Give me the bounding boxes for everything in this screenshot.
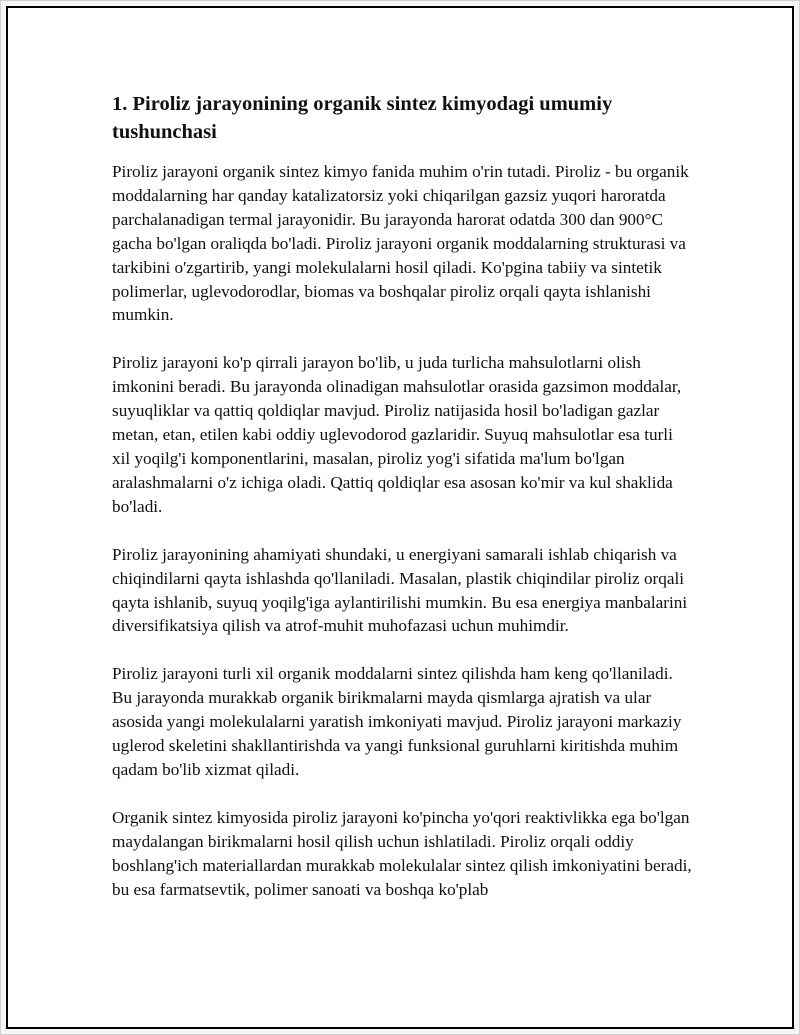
paragraph-4: Piroliz jarayoni turli xil organik moddalarni sintez qilishda ham keng qo'llaniladi. Bu jarayonda murakkab organik birikmalarni mayda qismlarga ajratish va ular asosida yangi molekulalarni yaratish imkoniyati mavjud. Piroliz jarayoni markaziy uglerod skeletini shakllantirishda va yangi funksional guruhlarni kiritishda muhim qadam bo'lib xizmat qiladi. [112, 664, 682, 779]
paragraph-5: Organik sintez kimyosida piroliz jarayoni ko'pincha yo'qori reaktivlikka ega bo'lgan maydalangan birikmalarni hosil qilish uchun ishlatiladi. Piroliz orqali oddiy boshlang'ich materiallardan murakkab molekulalar sintez qilish imkoniyatini beradi, bu esa farmatsevtik, polimer sanoati va boshqa ko'plab [112, 807, 692, 899]
paragraph-1: Piroliz jarayoni organik sintez kimyo fanida muhim o'rin tutadi. Piroliz - bu organik moddalarning har qanday katalizatorsiz yoki chiqarilgan gazsiz yuqori haroratda parchalanadigan termal jarayonidir. Bu jarayonda harorat odatda 300 dan 900°C gacha bo'lgan oraliqda bo'ladi. Piroliz jarayoni organik moddalarning strukturasi va tarkibini o'zgartirib, yangi molekulalarni hosil qiladi. Ko'pgina tabiiy va sintetik polimerlar, uglevodorodlar, biomas va boshqalar piroliz orqali qayta ishlanishi mumkin. [112, 162, 689, 325]
paragraph-2: Piroliz jarayoni ko'p qirrali jarayon bo'lib, u juda turlicha mahsulotlarni olish imkonini beradi. Bu jarayonda olinadigan mahsulotlar orasida gazsimon moddalar, suyuqliklar va qattiq qoldiqlar mavjud. Piroliz natijasida hosil bo'ladigan gazlar metan, etan, etilen kabi oddiy uglevodorod gazlaridir. Suyuq mahsulotlar esa turli xil yoqilg'i komponentlarini, masalan, piroliz yog'i sifatida ma'lum bo'lgan aralashmalarni o'z ichiga oladi. Qattiq qoldiqlar esa asosan ko'mir va kul shaklida bo'ladi. [112, 353, 682, 516]
paragraph-3: Piroliz jarayonining ahamiyati shundaki, u energiyani samarali ishlab chiqarish va chiqindilarni qayta ishlashda qo'llaniladi. Masalan, plastik chiqindilar piroliz orqali qayta ishlanib, suyuq yoqilg'iga aylantirilishi mumkin. Bu esa energiya manbalarini diversifikatsiya qilish va atrof-muhit muhofazasi uchun muhimdir. [112, 544, 688, 636]
document-body [112, 90, 692, 925]
section-heading: 1. Piroliz jarayonining organik sintez kimyodagi umumiy tushunchasi [112, 93, 613, 143]
